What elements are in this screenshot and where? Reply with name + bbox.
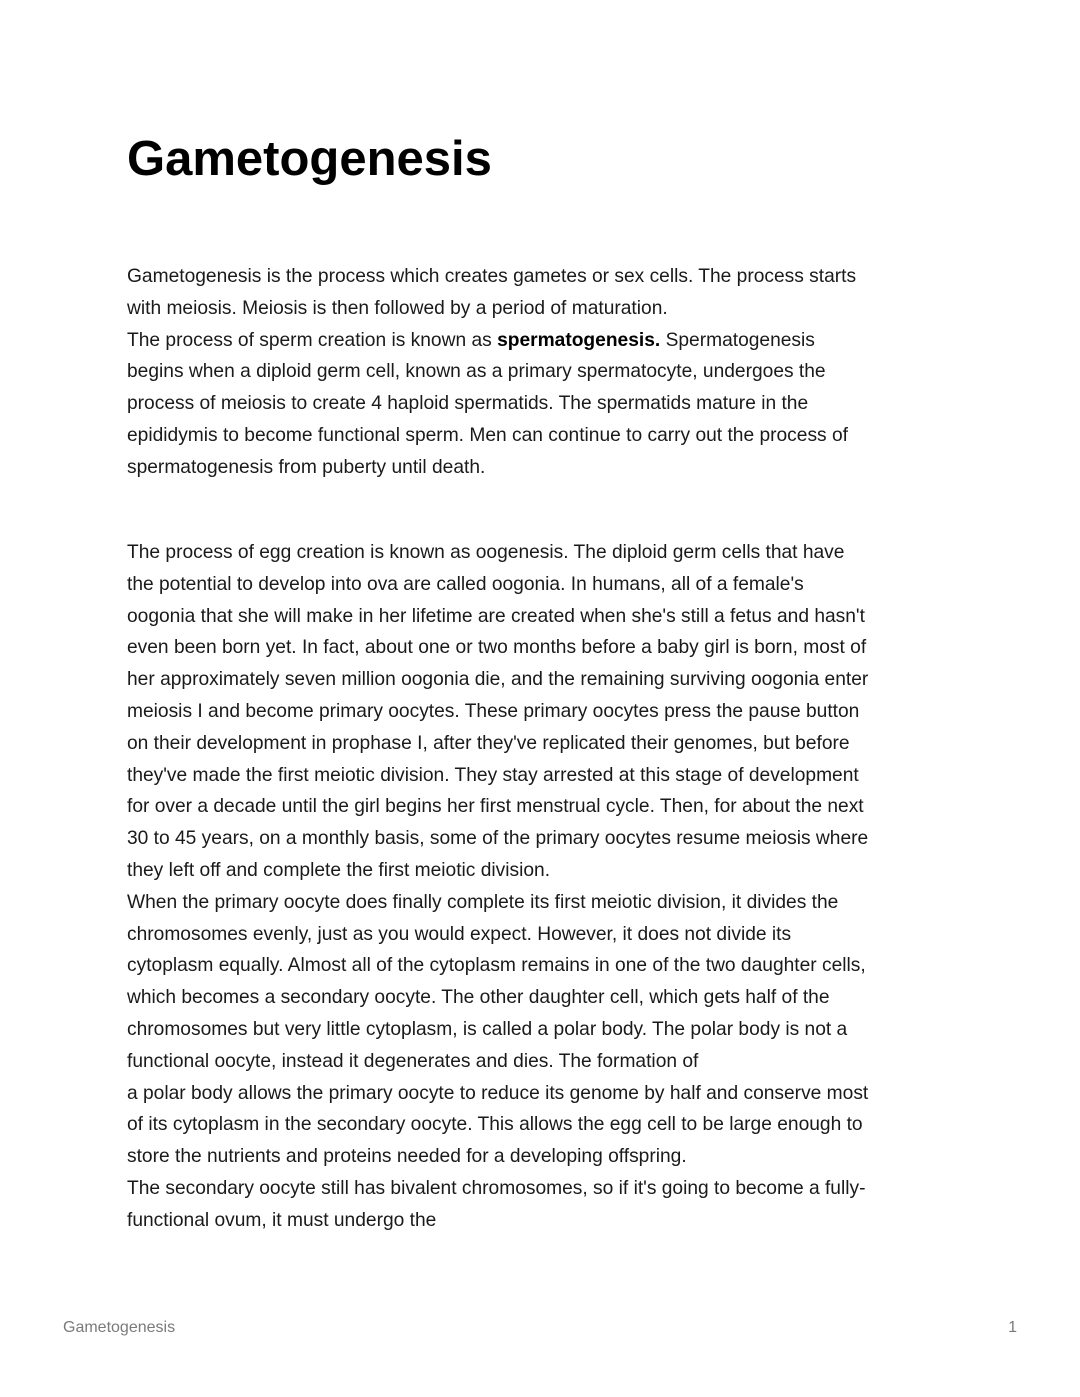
paragraph-block-oogenesis bbox=[127, 537, 967, 1237]
text-line: even been born yet. In fact, about one or two months before a baby girl is born, most of bbox=[127, 637, 867, 659]
text-line: functional ovum, it must undergo the bbox=[127, 1209, 437, 1231]
text-line: functional oocyte, instead it degenerates and dies. The formation of bbox=[127, 1050, 699, 1072]
text-line: on their development in prophase I, after they've replicated their genomes, but before bbox=[127, 732, 850, 754]
text-line: process of meiosis to create 4 haploid spermatids. The spermatids mature in the bbox=[127, 393, 809, 415]
text-line: 30 to 45 years, on a monthly basis, some of the primary oocytes resume meiosis where bbox=[127, 828, 869, 850]
text-line: for over a decade until the girl begins her first menstrual cycle. Then, for about the next bbox=[127, 796, 864, 818]
text-line: The secondary oocyte still has bivalent chromosomes, so if it's going to become a fully- bbox=[127, 1177, 866, 1199]
text-line: chromosomes evenly, just as you would expect. However, it does not divide its bbox=[127, 923, 792, 945]
text-line: The process of egg creation is known as oogenesis. The diploid germ cells that have bbox=[127, 542, 845, 563]
text-line: store the nutrients and proteins needed for a developing offspring. bbox=[127, 1146, 687, 1168]
text-line: Gametogenesis is the process which creates gametes or sex cells. The process starts bbox=[127, 266, 857, 287]
text-line: the potential to develop into ova are called oogonia. In humans, all of a female's bbox=[127, 573, 804, 595]
paragraph-block-spermatogenesis bbox=[127, 261, 967, 484]
text-line: oogonia that she will make in her lifetime are created when she's still a fetus and hasn't bbox=[127, 605, 865, 627]
text-line: with meiosis. Meiosis is then followed by a period of maturation. bbox=[127, 297, 668, 319]
text-line: begins when a diploid germ cell, known as a primary spermatocyte, undergoes the bbox=[127, 361, 826, 383]
text-line: When the primary oocyte does finally complete its first meiotic division, it divides the bbox=[127, 891, 839, 913]
page-title: Gametogenesis bbox=[127, 132, 492, 186]
text-line: of its cytoplasm in the secondary oocyte. This allows the egg cell to be large enough to bbox=[127, 1114, 863, 1136]
text-line: they left off and complete the first meiotic division. bbox=[127, 859, 551, 881]
text-segment: Spermatogenesis bbox=[660, 329, 815, 351]
text-line bbox=[127, 325, 967, 357]
text-line: cytoplasm equally. Almost all of the cytoplasm remains in one of the two daughter cells, bbox=[127, 955, 866, 977]
footer-document-title: Gametogenesis bbox=[63, 1319, 176, 1336]
text-line: epididymis to become functional sperm. Men can continue to carry out the process of bbox=[127, 424, 848, 446]
bold-term: spermatogenesis. bbox=[497, 329, 661, 351]
text-line: which becomes a secondary oocyte. The other daughter cell, which gets half of the bbox=[127, 987, 830, 1009]
text-line: they've made the first meiotic division. They stay arrested at this stage of development bbox=[127, 764, 859, 786]
text-line: a polar body allows the primary oocyte to reduce its genome by half and conserve most bbox=[127, 1082, 869, 1104]
text-segment: The process of sperm creation is known as bbox=[127, 329, 498, 351]
text-line: spermatogenesis from puberty until death. bbox=[127, 456, 486, 478]
footer-page-number: 1 bbox=[1008, 1319, 1017, 1336]
text-line: meiosis I and become primary oocytes. These primary oocytes press the pause button bbox=[127, 700, 860, 722]
text-line: her approximately seven million oogonia die, and the remaining surviving oogonia enter bbox=[127, 669, 869, 691]
text-line: chromosomes but very little cytoplasm, is called a polar body. The polar body is not a bbox=[127, 1018, 848, 1040]
